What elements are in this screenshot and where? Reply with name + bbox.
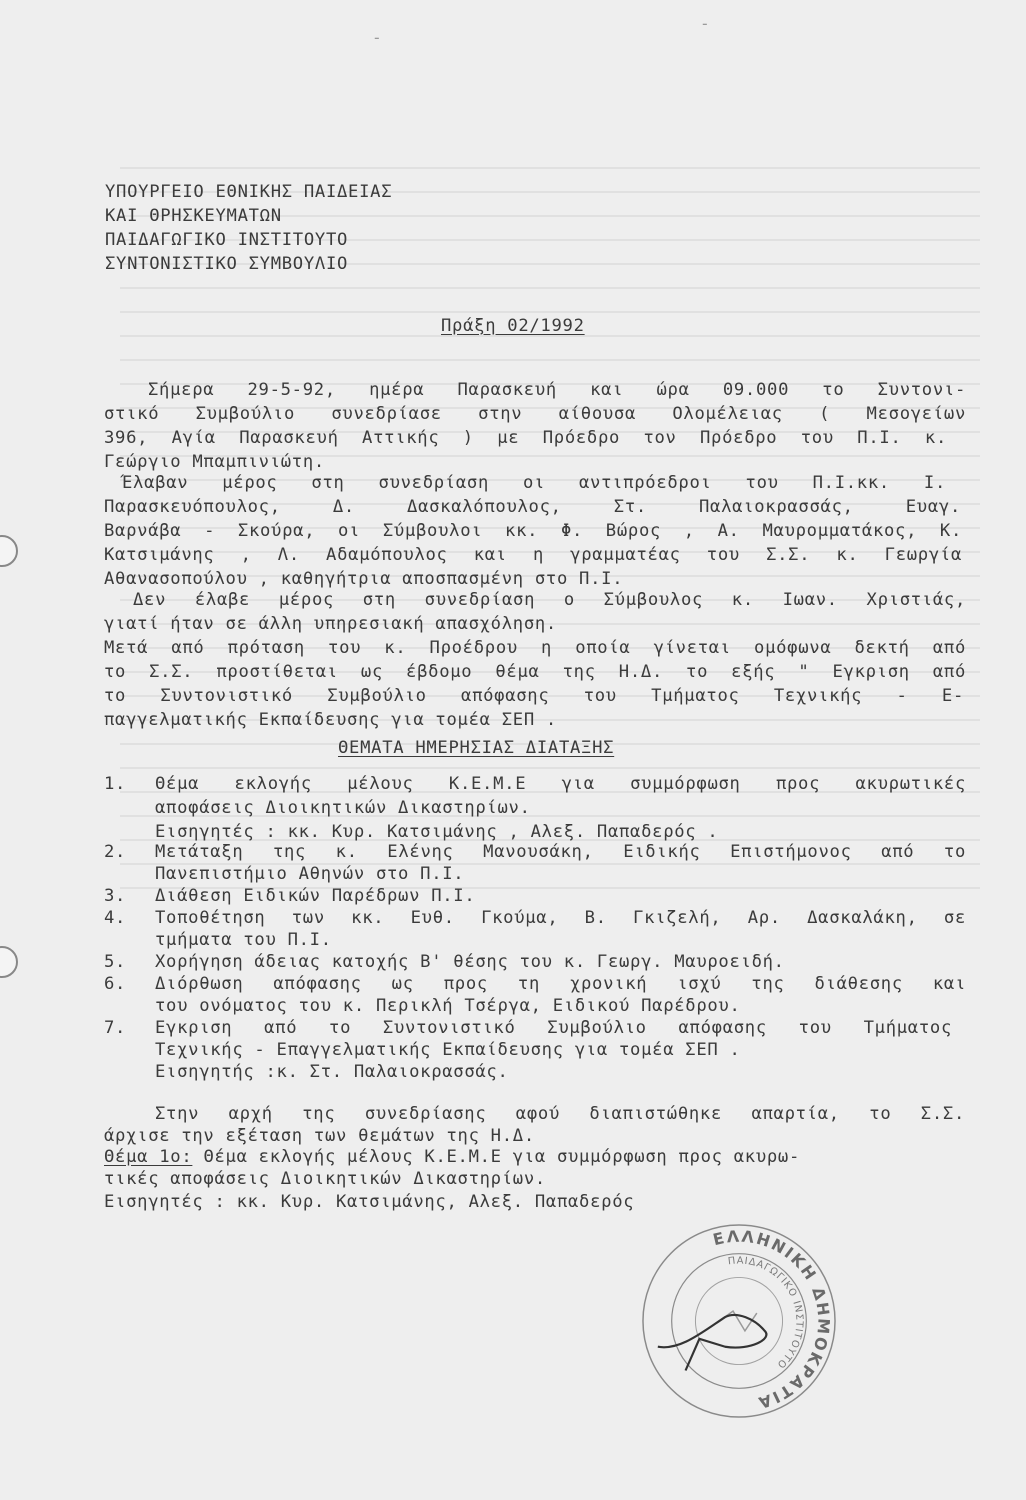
agenda-text: Εγκριση από το Συντονιστικό Συμβούλιο απόφασης του Τμήματος [155,1018,952,1038]
body-line: γιατί ήταν σε άλλη υπηρεσιακή απασχόληση. [104,614,557,634]
agenda-text: του ονόματος του κ. Περικλή Τσέργα, Ειδικού Παρέδρου. [155,996,741,1016]
topic-label: Θέμα 1ο: [104,1147,193,1167]
body-line: το Σ.Σ. προστίθεται ως έβδομο θέμα της Η.Δ. το εξής " Εγκριση από [104,662,966,682]
agenda-number: 2. [104,842,127,862]
header-line: ΣΥΝΤΟΝΙΣΤΙΚΟ ΣΥΜΒΟΥΛΙΟ [105,254,349,274]
body-line: στικό Συμβούλιο συνεδρίασε στην αίθουσα Ολομέλειας ( Μεσογείων [104,404,966,424]
seal-inner-text: ΠΑΙΔΑΓΩΓΙΚΟ ΙΝΣΤΙΤΟΥΤΟ [727,1255,805,1371]
header-line: ΚΑΙ ΘΡΗΣΚΕΥΜΑΤΩΝ [105,206,282,226]
body-line: άρχισε την εξέταση των θεμάτων της Η.Δ. [104,1126,535,1146]
topic-text: Θέμα εκλογής μέλους Κ.Ε.Μ.Ε για συμμόρφωση προς ακυρω- [192,1147,801,1167]
agenda-number: 3. [104,886,127,906]
header-line: ΠΑΙΔΑΓΩΓΙΚΟ ΙΝΣΤΙΤΟΥΤΟ [105,230,349,250]
agenda-title: ΘΕΜΑΤΑ ΗΜΕΡΗΣΙΑΣ ΔΙΑΤΑΞΗΣ [338,738,615,758]
body-line: Στην αρχή της συνεδρίασης αφού διαπιστώθηκε απαρτία, το Σ.Σ. [155,1104,965,1124]
punch-hole [0,535,18,567]
agenda-number: 5. [104,952,127,972]
agenda-text: Διάθεση Ειδικών Παρέδρων Π.Ι. [155,886,476,906]
body-line: Βαρνάβα - Σκούρα, οι Σύμβουλοι κκ. Φ. Βώρος , Α. Μαυρομματάκος, Κ. [104,521,962,541]
agenda-text: Μετάταξη της κ. Ελένης Μανουσάκη, Ειδικής Επιστήμονος από το [155,842,966,862]
agenda-text: Εισηγητές : κκ. Κυρ. Κατσιμάνης , Αλεξ. Παπαδερός . [155,822,719,842]
body-line: Δεν έλαβε μέρος στη συνεδρίαση ο Σύμβουλος κ. Ιωαν. Χριστιάς, [133,590,966,610]
agenda-text: Διόρθωση απόφασης ως προς τη χρονική ισχύ της διάθεσης και [155,974,966,994]
header-line: ΥΠΟΥΡΓΕΙΟ ΕΘΝΙΚΗΣ ΠΑΙΔΕΙΑΣ [105,182,393,202]
seal-outer-text: ΕΛΛΗΝΙΚΗ ΔΗΜΟΚΡΑΤΙΑ [711,1226,834,1414]
agenda-text: Τεχνικής - Επαγγελματικής Εκπαίδευσης για τομέα ΣΕΠ . [155,1040,741,1060]
page-mark: - [700,14,710,33]
agenda-text: αποφάσεις Διοικητικών Δικαστηρίων. [155,798,531,818]
agenda-text: Θέμα εκλογής μέλους Κ.Ε.Μ.Ε για συμμόρφωση προς ακυρωτικές [155,774,966,794]
body-line: Αθανασοπούλου , καθηγήτρια αποσπασμένη στο Π.Ι. [104,569,624,589]
body-line: τικές αποφάσεις Διοικητικών Δικαστηρίων. [104,1169,546,1189]
agenda-number: 1. [104,774,127,794]
body-line: το Συντονιστικό Συμβούλιο απόφασης του Τμήματος Τεχνικής - Ε- [104,686,964,706]
body-line: Κατσιμάνης , Λ. Αδαμόπουλος και η γραμματέας του Σ.Σ. κ. Γεωργία [104,545,962,565]
body-line: παγγελματικής Εκπαίδευσης για τομέα ΣΕΠ . [104,710,557,730]
body-line: Σήμερα 29-5-92, ημέρα Παρασκευή και ώρα 09.000 το Συντονι- [148,380,966,400]
body-line: Μετά από πρόταση του κ. Προέδρου η οποία γίνεται ομόφωνα δεκτή από [104,638,966,658]
agenda-text: Χορήγηση άδειας κατοχής Β' θέσης του κ. Γεωργ. Μαυροειδή. [155,952,785,972]
agenda-number: 4. [104,908,127,928]
body-line: Εισηγητές : κκ. Κυρ. Κατσιμάνης, Αλεξ. Παπαδερός [104,1192,635,1212]
act-title: Πράξη 02/1992 [441,316,585,336]
official-seal [640,1222,838,1420]
agenda-text: τμήματα του Π.Ι. [155,930,332,950]
agenda-number: 6. [104,974,127,994]
body-line: Γεώργιο Μπαμπινιώτη. [104,452,325,472]
agenda-number: 7. [104,1018,127,1038]
body-line: 396, Αγία Παρασκευή Αττικής ) με Πρόεδρο τον Πρόεδρο του Π.Ι. κ. [104,428,947,448]
agenda-text: Εισηγητής :κ. Στ. Παλαιοκρασσάς. [155,1062,509,1082]
body-line: Παρασκευόπουλος, Δ. Δασκαλόπουλος, Στ. Παλαιοκρασσάς, Ευαγ. [104,497,961,517]
page-mark: - [372,28,382,47]
agenda-text: Τοποθέτηση των κκ. Ευθ. Γκούμα, Β. Γκιζελή, Αρ. Δασκαλάκη, σε [155,908,966,928]
agenda-text: Πανεπιστήμιο Αθηνών στο Π.Ι. [155,864,465,884]
punch-hole [0,946,18,978]
body-line: Έλαβαν μέρος στη συνεδρίαση οι αντιπρόεδροι του Π.Ι.κκ. Ι. [122,473,946,493]
topic-line [104,1147,800,1167]
